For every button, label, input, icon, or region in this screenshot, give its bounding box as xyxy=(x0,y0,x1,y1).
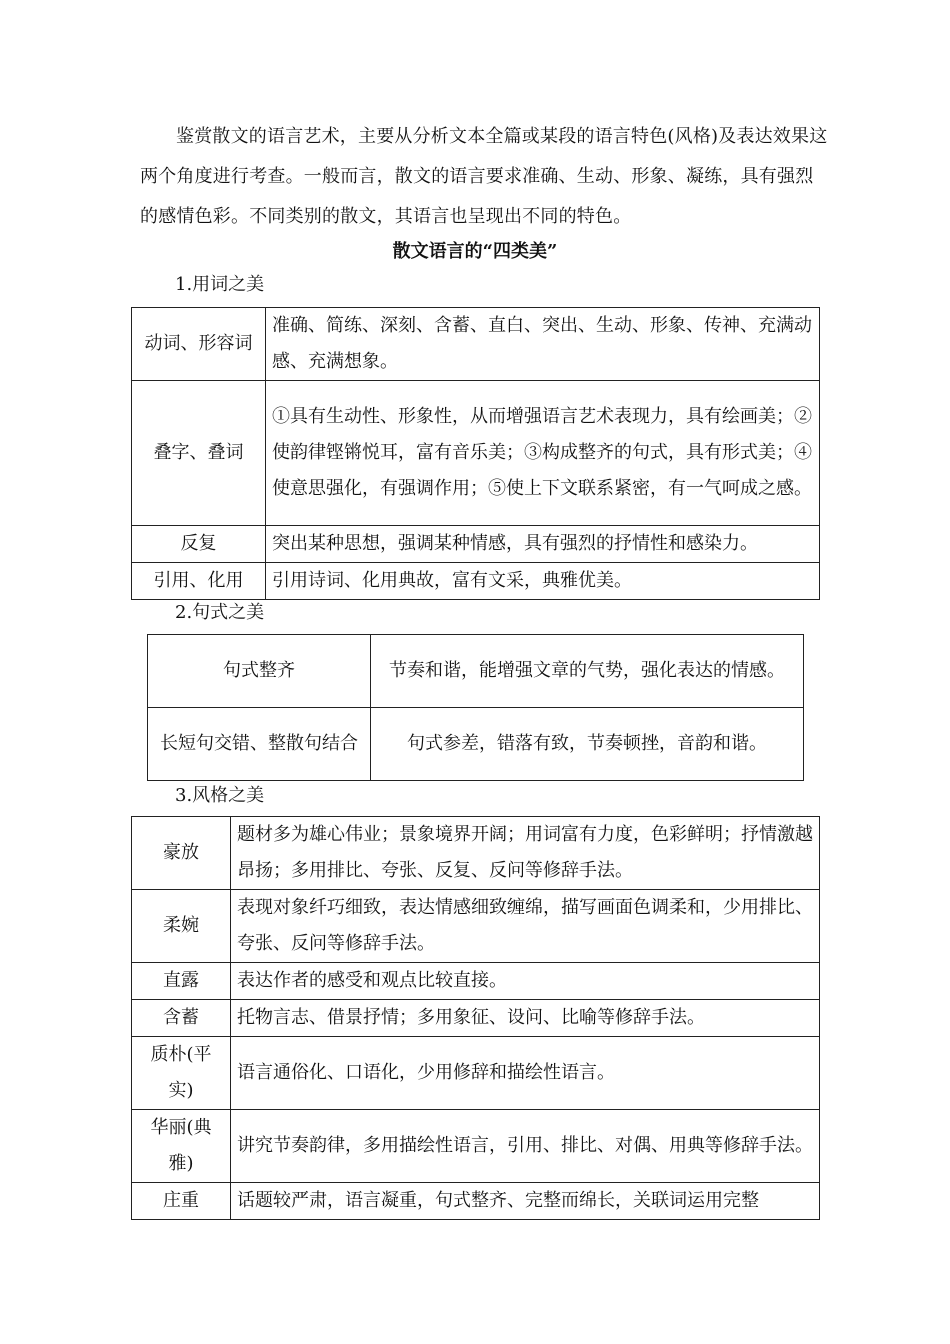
row-value: 题材多为雄心伟业；景象境界开阔；用词富有力度，色彩鲜明；抒情激越昂扬；多用排比、夸张、反复、反问等修辞手法。 xyxy=(231,817,820,890)
table-row xyxy=(132,381,820,526)
subheading-sentence-beauty: 2.句式之美 xyxy=(175,602,265,623)
table-row xyxy=(132,1037,820,1110)
row-value: 讲究节奏韵律，多用描绘性语言，引用、排比、对偶、用典等修辞手法。 xyxy=(231,1110,820,1183)
row-key: 直露 xyxy=(132,963,231,1000)
row-value: 语言通俗化、口语化，少用修辞和描绘性语言。 xyxy=(231,1037,820,1110)
row-value: 托物言志、借景抒情；多用象征、设问、比喻等修辞手法。 xyxy=(231,1000,820,1037)
row-key: 句式整齐 xyxy=(148,635,371,708)
row-key: 引用、化用 xyxy=(132,563,266,600)
table-row xyxy=(132,890,820,963)
intro-paragraph: 鉴赏散文的语言艺术，主要从分析文本全篇或某段的语言特色(风格)及表达效果这两个角度进行考查。一般而言，散文的语言要求准确、生动、形象、凝练，具有强烈的感情色彩。不同类别的散文，其语言也呈现出不同的特色。 xyxy=(140,126,828,227)
table-row xyxy=(132,526,820,563)
row-key: 动词、形容词 xyxy=(132,308,266,381)
table-row xyxy=(148,635,804,708)
table-row xyxy=(132,563,820,600)
row-key: 反复 xyxy=(132,526,266,563)
row-value: ①具有生动性、形象性，从而增强语言艺术表现力，具有绘画美；②使韵律铿锵悦耳，富有音乐美；③构成整齐的句式，具有形式美；④使意思强化，有强调作用；⑤使上下文联系紧密，有一气呵成之感。 xyxy=(266,381,820,526)
row-value: 突出某种思想，强调某种情感，具有强烈的抒情性和感染力。 xyxy=(266,526,820,563)
row-value: 节奏和谐，能增强文章的气势，强化表达的情感。 xyxy=(371,635,804,708)
row-key: 豪放 xyxy=(132,817,231,890)
subheading-word-beauty: 1.用词之美 xyxy=(175,274,265,295)
row-value: 表达作者的感受和观点比较直接。 xyxy=(231,963,820,1000)
table-row xyxy=(148,708,804,781)
row-value: 准确、简练、深刻、含蓄、直白、突出、生动、形象、传神、充满动感、充满想象。 xyxy=(266,308,820,381)
row-value: 句式参差，错落有致，节奏顿挫，音韵和谐。 xyxy=(371,708,804,781)
table-row xyxy=(132,1110,820,1183)
row-key: 柔婉 xyxy=(132,890,231,963)
subheading-style-beauty: 3.风格之美 xyxy=(175,785,265,806)
word-beauty-table xyxy=(131,307,820,600)
row-value: 引用诗词、化用典故，富有文采，典雅优美。 xyxy=(266,563,820,600)
table-row xyxy=(132,308,820,381)
sentence-beauty-table xyxy=(147,634,804,781)
row-value: 表现对象纤巧细致，表达情感细致缠绵，描写画面色调柔和，少用排比、夸张、反问等修辞手法。 xyxy=(231,890,820,963)
row-key: 庄重 xyxy=(132,1183,231,1220)
row-key: 叠字、叠词 xyxy=(132,381,266,526)
table-row xyxy=(132,963,820,1000)
row-key: 华丽(典雅) xyxy=(132,1110,231,1183)
style-beauty-table xyxy=(131,816,820,1220)
row-key: 含蓄 xyxy=(132,1000,231,1037)
table-row xyxy=(132,1000,820,1037)
table-row xyxy=(132,1183,820,1220)
row-key: 长短句交错、整散句结合 xyxy=(148,708,371,781)
row-key: 质朴(平实) xyxy=(132,1037,231,1110)
row-value: 话题较严肃，语言凝重，句式整齐、完整而绵长，关联词运用完整 xyxy=(231,1183,820,1220)
section-heading: 散文语言的“四类美” xyxy=(392,241,558,262)
table-row xyxy=(132,817,820,890)
